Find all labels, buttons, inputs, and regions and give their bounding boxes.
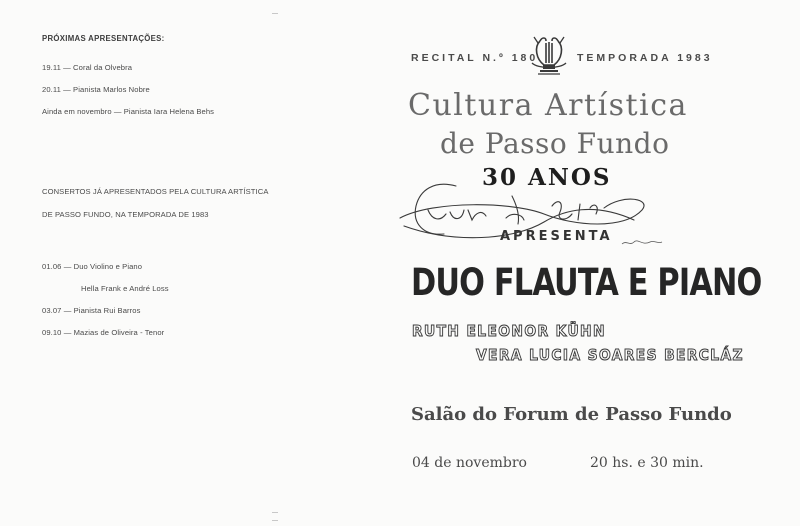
list-item: 03.07 — Pianista Rui Barros [42, 306, 141, 315]
print-mark [272, 13, 278, 14]
past-concerts-heading-cont: DE PASSO FUNDO, NA TEMPORADA DE 1983 [42, 210, 209, 219]
recital-number: RECITAL N.º 180 [411, 52, 539, 64]
event-time: 20 hs. e 30 min. [590, 455, 704, 471]
main-title: DUO FLAUTA E PIANO [411, 261, 762, 304]
handwritten-signature-icon [394, 180, 684, 260]
print-mark [272, 520, 278, 521]
past-concerts-heading: CONSERTOS JÁ APRESENTADOS PELA CULTURA ARTÍSTICA [42, 187, 269, 196]
presents-label: APRESENTA [500, 229, 613, 244]
performer-1: RUTH ELEONOR KÜHN [412, 322, 606, 340]
list-item: 20.11 — Pianista Marlos Nobre [42, 85, 150, 94]
list-item: 19.11 — Coral da Olvebra [42, 63, 133, 72]
title-line-2: de Passo Fundo [440, 127, 670, 160]
event-date: 04 de novembro [412, 455, 527, 471]
list-item: Ainda em novembro — Pianista Iara Helena Behs [42, 107, 215, 116]
title-line-1: Cultura Artística [408, 88, 688, 123]
list-item: 09.10 — Mazias de Oliveira - Tenor [42, 328, 165, 337]
anniversary-label: 30 ANOS [482, 164, 612, 191]
lyre-emblem-icon [528, 33, 570, 77]
next-presentations-heading: PRÓXIMAS APRESENTAÇÕES: [42, 34, 165, 43]
venue: Salão do Forum de Passo Fundo [411, 404, 732, 425]
performer-2: VERA LUCIA SOARES BERCLÁZ [476, 346, 744, 364]
season-label: TEMPORADA 1983 [577, 52, 713, 64]
list-item: Hella Frank e André Loss [81, 284, 169, 293]
print-mark [272, 512, 278, 513]
list-item: 01.06 — Duo Violino e Piano [42, 262, 143, 271]
